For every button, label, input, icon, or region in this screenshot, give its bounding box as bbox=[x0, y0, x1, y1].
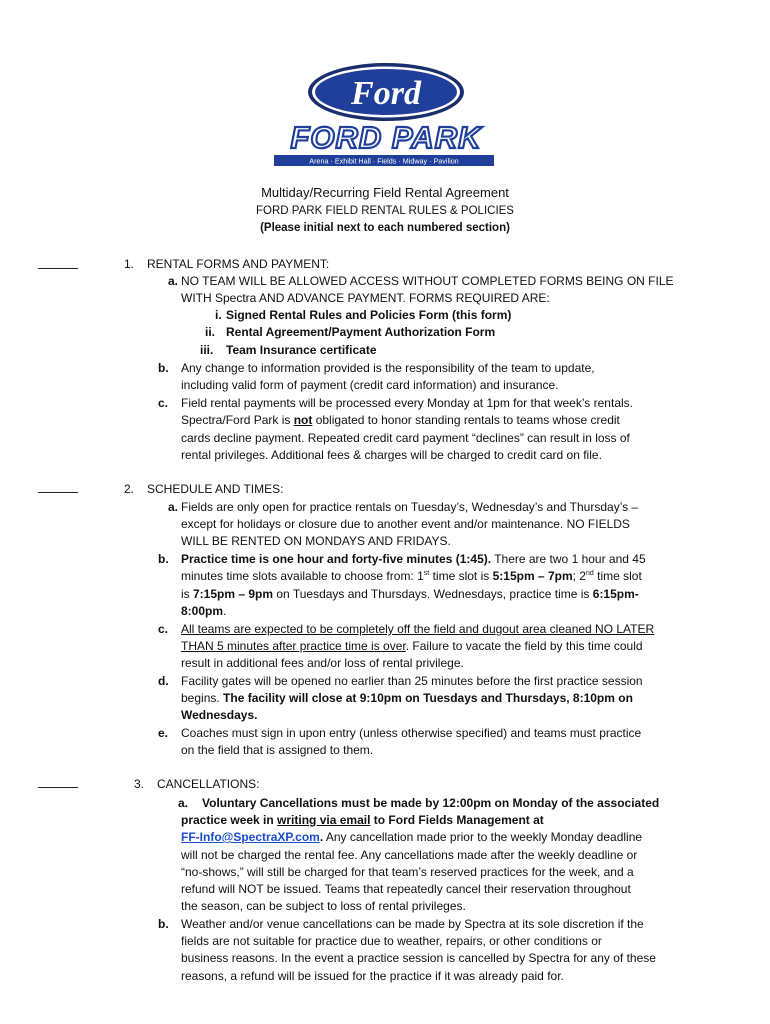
s3-a-line7: the season, can be subject to loss of rental privileges. bbox=[181, 899, 466, 913]
s2-b-sup-nd: nd bbox=[585, 570, 594, 577]
s2-c-line2-b: . Failure to vacate the field by this time could bbox=[405, 639, 643, 653]
s2-e-line1: Coaches must sign in upon entry (unless otherwise specified) and teams must practice bbox=[181, 726, 642, 740]
s3-a-line6: refund will NOT be issued. Teams that repeatedly cancel their reservation throughout bbox=[181, 882, 631, 896]
logo-tagline: Arena · Exhibit Hall · Fields · Midway · Pavilion bbox=[309, 156, 459, 166]
s2-d-close-time: The facility will close at 9:10pm on Tuesdays and Thursdays, 8:10pm on bbox=[223, 691, 633, 705]
s1-c-not: not bbox=[293, 413, 313, 427]
s1-c-label: c. bbox=[158, 396, 169, 410]
s1-a-line2: WITH Spectra AND ADVANCE PAYMENT. FORMS REQUIRED ARE: bbox=[181, 291, 550, 305]
s1-c-line2-c: obligated to honor standing rentals to teams whose credit bbox=[312, 413, 620, 427]
section-3-title: CANCELLATIONS: bbox=[157, 777, 260, 791]
s1-iii-label: iii. bbox=[200, 343, 214, 357]
s2-b-label: b. bbox=[158, 552, 169, 566]
s3-b-label: b. bbox=[158, 917, 169, 931]
s2-a-line2: except for holidays or closure due to another event and/or maintenance. NO FIELDS bbox=[181, 517, 630, 531]
contact-email-link[interactable]: FF-Info@SpectraXP.com bbox=[181, 830, 320, 844]
s3-a-line2-c: to Ford Fields Management at bbox=[370, 813, 544, 827]
s2-b-duration: Practice time is one hour and forty-five minutes (1:45). bbox=[181, 552, 492, 566]
s3-a-line2 bbox=[181, 812, 544, 829]
s1-ii-text: Rental Agreement/Payment Authorization Form bbox=[226, 325, 496, 339]
s2-b-line4-end: . bbox=[223, 604, 227, 618]
s3-a-line5: “no-shows,” will still be charged for that team’s reserved practices for the week, and a bbox=[181, 865, 634, 879]
s2-c-line2-a: THAN 5 minutes after practice time is over bbox=[181, 639, 406, 653]
section-1-number: 1. bbox=[124, 257, 135, 271]
s2-e-line2: on the field that is assigned to them. bbox=[181, 743, 374, 757]
s2-b-wed-start: 6:15pm- bbox=[592, 587, 639, 601]
initial-line-3[interactable] bbox=[38, 787, 78, 788]
doc-instruction: (Please initial next to each numbered section) bbox=[260, 222, 510, 234]
ford-park-logo-graphic bbox=[270, 62, 500, 172]
s2-b-line1 bbox=[181, 551, 646, 568]
s1-a-label: a. bbox=[168, 274, 179, 288]
ford-park-logo bbox=[270, 62, 500, 172]
s1-c-line1: Field rental payments will be processed every Monday at 1pm for that week’s rentals. bbox=[181, 396, 633, 410]
section-2-title: SCHEDULE AND TIMES: bbox=[147, 482, 284, 496]
initial-line-1[interactable] bbox=[38, 268, 78, 269]
s2-b-line2-a: minutes time slots available to choose from: 1 bbox=[181, 569, 424, 583]
s1-c-line2 bbox=[181, 412, 620, 429]
s2-c-line1: All teams are expected to be completely off the field and dugout area cleaned NO LATER bbox=[181, 622, 655, 636]
s1-iii-text: Team Insurance certificate bbox=[226, 343, 377, 357]
s2-b-line2-e: time slot bbox=[593, 569, 642, 583]
doc-subtitle: FORD PARK FIELD RENTAL RULES & POLICIES bbox=[256, 205, 514, 217]
s2-b-wed-end: 8:00pm bbox=[181, 604, 224, 618]
s1-i-text: Signed Rental Rules and Policies Form (this form) bbox=[226, 308, 512, 322]
s3-b-line4: reasons, a refund will be issued for the practice if it was already paid for. bbox=[181, 969, 564, 983]
section-2-number: 2. bbox=[124, 482, 135, 496]
s1-b-label: b. bbox=[158, 361, 169, 375]
s3-b-line2: fields are not suitable for practice due to weather, repairs, or other conditions or bbox=[181, 934, 602, 948]
s2-b-line2-d: ; 2 bbox=[572, 569, 586, 583]
s2-c-label: c. bbox=[158, 622, 169, 636]
s2-b-sup-st: st bbox=[423, 570, 430, 577]
ford-park-wordmark: FORD PARK bbox=[290, 120, 482, 155]
s3-a-line1: Voluntary Cancellations must be made by 12:00pm on Monday of the associated bbox=[202, 796, 660, 810]
s3-a-label: a. bbox=[178, 796, 189, 810]
s2-b-slot1: 5:15pm – 7pm bbox=[492, 569, 573, 583]
s1-c-line3: cards decline payment. Repeated credit card payment “declines” can result in loss of bbox=[181, 431, 630, 445]
s2-b-line3-c: on Tuesdays and Thursdays. Wednesdays, practice time is bbox=[273, 587, 593, 601]
s2-d-line1: Facility gates will be opened no earlier than 25 minutes before the first practice session bbox=[181, 674, 643, 688]
s1-a-line1: NO TEAM WILL BE ALLOWED ACCESS WITHOUT COMPLETED FORMS BEING ON FILE bbox=[181, 274, 674, 288]
s1-c-line2-a: Spectra/Ford Park is bbox=[181, 413, 294, 427]
s1-i-label: i. bbox=[215, 308, 222, 322]
s2-a-line1: Fields are only open for practice rentals on Tuesday’s, Wednesday’s and Thursday’s – bbox=[181, 500, 639, 514]
s3-a-line3-period: . bbox=[319, 830, 324, 844]
initial-line-2[interactable] bbox=[38, 492, 78, 493]
s3-a-line3 bbox=[181, 829, 642, 846]
s2-c-line2 bbox=[181, 638, 643, 655]
s2-c-line3: result in additional fees and/or loss of rental privilege. bbox=[181, 656, 464, 670]
s2-d-line3: Wednesdays. bbox=[181, 708, 258, 722]
s2-d-line2 bbox=[181, 690, 633, 707]
s3-b-line3: business reasons. In the event a practice session is cancelled by Spectra for any of these bbox=[181, 951, 656, 965]
s2-a-line3: WILL BE RENTED ON MONDAYS AND FRIDAYS. bbox=[181, 534, 451, 548]
s2-b-line3 bbox=[181, 586, 639, 603]
s2-a-label: a. bbox=[168, 500, 179, 514]
section-3-number: 3. bbox=[134, 777, 145, 791]
s2-b-line2 bbox=[181, 568, 642, 585]
s2-d-label: d. bbox=[158, 674, 169, 688]
s3-a-line3-c: Any cancellation made prior to the weekly Monday deadline bbox=[323, 830, 643, 844]
s2-d-line2-a: begins. bbox=[181, 691, 224, 705]
s3-a-line4: will not be charged the rental fee. Any cancellations made after the weekly deadline or bbox=[181, 848, 638, 862]
s2-b-line2-b: time slot is bbox=[429, 569, 493, 583]
section-1-title: RENTAL FORMS AND PAYMENT: bbox=[147, 257, 330, 271]
s2-b-slot2: 7:15pm – 9pm bbox=[193, 587, 274, 601]
s1-ii-label: ii. bbox=[205, 325, 216, 339]
s3-a-email-req: writing via email bbox=[277, 813, 371, 827]
s2-b-line1-rest: There are two 1 hour and 45 bbox=[491, 552, 646, 566]
s1-b-line2: including valid form of payment (credit card information) and insurance. bbox=[181, 378, 559, 392]
doc-title: Multiday/Recurring Field Rental Agreement bbox=[261, 185, 509, 200]
s1-b-line1: Any change to information provided is the responsibility of the team to update, bbox=[181, 361, 595, 375]
s2-b-line3-a: is bbox=[181, 587, 193, 601]
s2-b-line4 bbox=[181, 603, 226, 620]
s1-c-line4: rental privileges. Additional fees & charges will be charged to credit card on file. bbox=[181, 448, 602, 462]
s2-e-label: e. bbox=[158, 726, 169, 740]
ford-script-text: Ford bbox=[351, 75, 421, 112]
s3-a-line2-a: practice week in bbox=[181, 813, 278, 827]
s3-b-line1: Weather and/or venue cancellations can be made by Spectra at its sole discretion if the bbox=[181, 917, 644, 931]
